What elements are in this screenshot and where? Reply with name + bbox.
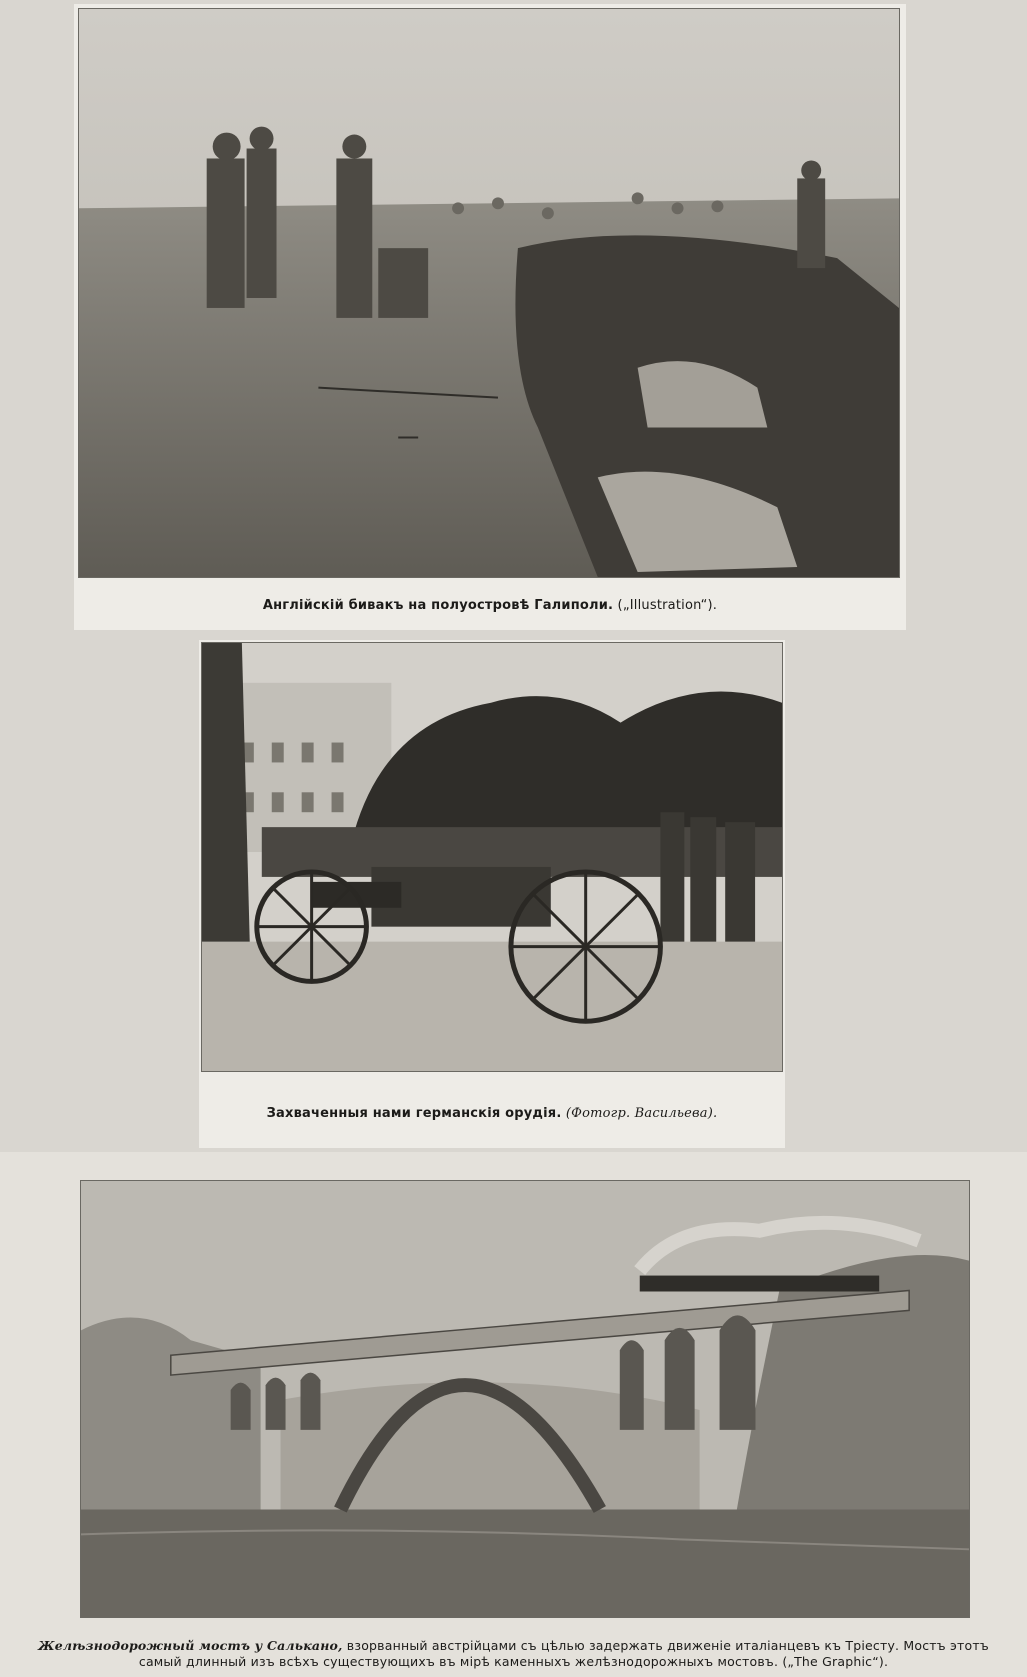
caption-source: (Фотогр. Васильева).: [565, 1106, 718, 1121]
photo-bivouac: [78, 8, 900, 578]
figure-captured-guns: [199, 640, 785, 1148]
figure-salcano-bridge: [0, 1152, 1027, 1677]
photo-salcano-bridge: [80, 1180, 970, 1618]
figure-gallipoli-bivouac: [74, 4, 906, 630]
caption-source: („Illustration“).: [617, 598, 718, 613]
caption-figure-2: [199, 1106, 785, 1121]
caption-main: Захваченныя нами германскія орудія.: [266, 1106, 562, 1121]
caption-figure-1: [74, 598, 906, 613]
caption-source: („The Graphic“).: [782, 1654, 889, 1669]
caption-main: взорванный австрійцами съ цѣлью задержать движеніе италіанцевъ къ Тріесту. Мостъ этотъ самый длинный изъ всѣхъ существующихъ въ мірѣ каменныхъ желѣзнодорожныхъ мостовъ.: [138, 1638, 989, 1669]
caption-main: Англійскій бивакъ на полуостровѣ Галиполи.: [262, 598, 614, 613]
caption-figure-3: [0, 1638, 1027, 1670]
photo-captured-guns: [201, 642, 783, 1072]
caption-lead: Желѣзнодорожный мостъ у Салькано,: [38, 1638, 343, 1653]
